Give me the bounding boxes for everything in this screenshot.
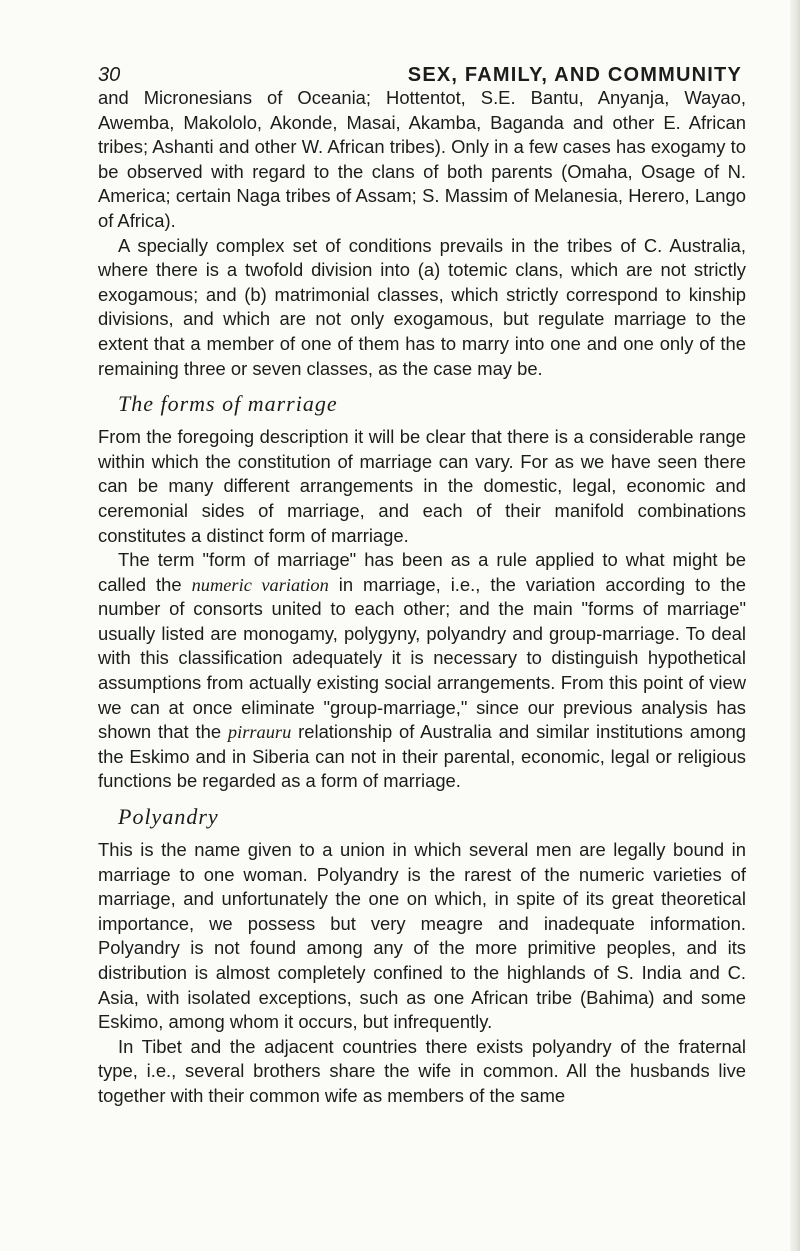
paragraph-australia: A specially complex set of conditions prevails in the tribes of C. Australia, where there is a twofold division into (a) totemic clans, which are not strictly exogamous; and (b) matrimonial classes, which strictly correspond to kinship divisions, and which are not only exogamous, but regulate marriage to the extent that a member of one of them has to marry into one and one only of the remaining three or seven classes, as the case may be. (98, 234, 746, 379)
paragraph-polyandry-definition: This is the name given to a union in which several men are legally bound in marriage to one woman. Polyandry is the rarest of the numeric varieties of marriage, and unfortunately the one on which, in spite of its great theoretical importance, we possess but very meagre and inadequate information. Polyandry is not found among any of the more primitive peoples, and its distribution is almost completely confined to the highlands of S. India and C. Asia, with isolated exceptions, such as one African tribe (Bahima) and some Eskimo, among whom it occurs, but infrequently. (98, 839, 746, 1033)
text-run: relationship of Australia and similar institutions among the Eskimo and in Siberia can not in their parental, economic, legal or religious functions be regarded as a form of marriage. (98, 721, 747, 792)
text-run: The term "form of marriage" has been as a rule applied to what might be called the (98, 549, 746, 595)
emphasis-pirrauru: pirrauru (227, 722, 292, 743)
paragraph-tibet: In Tibet and the adjacent countries there exists polyandry of the fraternal type, i.e., several brothers share the wife in common. All the husbands live together with their common wife as members of the same (98, 1035, 746, 1106)
paragraph-forms-intro: From the foregoing description it will be clear that there is a considerable range within which the constitution of marriage can vary. For as we have seen there can be many different arrangements in the domestic, legal, economic and ceremonial sides of marriage, and each of their manifold combinations constitutes a distinct form of marriage. (98, 426, 746, 546)
body-text (98, 86, 746, 1109)
paragraph-continuation: and Micronesians of Oceania; Hottentot, S.E. Bantu, Anyanja, Wayao, Awemba, Makololo, Akonde, Masai, Akamba, Baganda and other E. African tribes; Ashanti and other W. African tribes). Only in a few cases has exogamy to be observed with regard to the clans of both parents (Omaha, Osage of N. America; certain Naga tribes of Assam; S. Massim of Melanesia, Herero, Lango of Africa). (98, 87, 746, 231)
text-run: in marriage, i.e., the variation according to the number of consorts united to each other; and the main "forms of marriage" usually listed are monogamy, polygyny, polyandry and group-marriage. To deal with this classification adequately it is necessary to distinguish hypothetical assumptions from actually existing social arrangements. From this point of view we can at once eliminate "group-marriage," since our previous analysis has shown that the (98, 573, 746, 743)
section-heading-polyandry: Polyandry (118, 804, 219, 830)
running-head: SEX, FAMILY, AND COMMUNITY (407, 64, 742, 86)
section-heading-forms-of-marriage: The forms of marriage (118, 391, 338, 417)
page-number: 30 (98, 64, 121, 86)
emphasis-numeric-variation: numeric variation (191, 574, 329, 595)
paragraph-numeric-variation (98, 548, 746, 794)
page-edge (790, 0, 800, 1251)
